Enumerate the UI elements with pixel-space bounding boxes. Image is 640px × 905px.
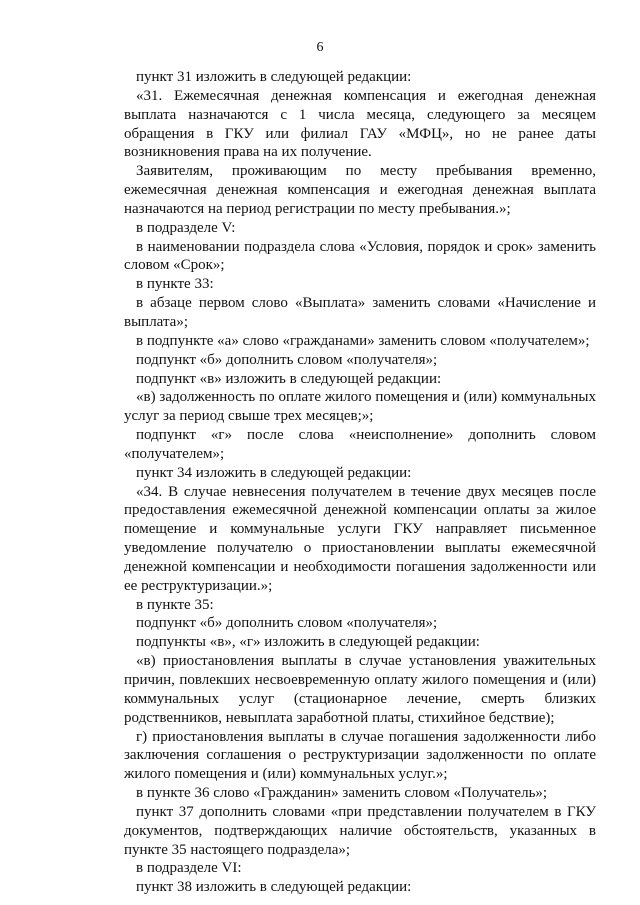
paragraph: подпункт «б» дополнить словом «получателя»; bbox=[136, 615, 438, 632]
paragraph: «в) задолженность по оплате жилого помещения и (или) коммунальных услуг за период свыше трех месяцев;»; bbox=[124, 389, 596, 425]
paragraph: в пункте 33: bbox=[136, 276, 214, 293]
paragraph: пункт 38 изложить в следующей редакции: bbox=[136, 879, 412, 896]
paragraph: пункт 34 изложить в следующей редакции: bbox=[136, 464, 412, 481]
paragraph: пункт 37 дополнить словами «при представлении получателем в ГКУ документов, подтверждающих наличие обстоятельств, указанных в пункте 35 настоящего подраздела»; bbox=[124, 803, 596, 858]
paragraph: подпункт «б» дополнить словом «получателя»; bbox=[136, 351, 438, 368]
paragraph: в наименовании подраздела слова «Условия, порядок и срок» заменить словом «Срок»; bbox=[124, 238, 596, 274]
paragraph: в пункте 36 слово «Гражданин» заменить словом «Получатель»; bbox=[136, 785, 548, 802]
paragraph: в пункте 35: bbox=[136, 596, 214, 613]
paragraph: в абзаце первом слово «Выплата» заменить словами «Начисление и выплата»; bbox=[124, 295, 596, 330]
paragraph: подпункт «в» изложить в следующей редакции: bbox=[136, 370, 442, 387]
paragraph: Заявителям, проживающим по месту пребывания временно, ежемесячная денежная компенсация и ежегодная денежная выплата назначаются на период регистрации по месту пребывания.»; bbox=[124, 163, 596, 217]
paragraph: в подпункте «а» слово «гражданами» заменить словом «получателем»; bbox=[136, 332, 590, 349]
paragraph: пункт 31 изложить в следующей редакции: bbox=[136, 69, 412, 85]
paragraph: «34. В случае невнесения получателем в течение двух месяцев после предоставления ежемесячной денежной компенсации оплаты за жилое помещение и коммунальные услуги ГКУ направляет письменное уведомление получателю о приостановлении выплаты ежемесячной денежной компенсации и необходимости погашения задолженности или ее реструктуризации.»; bbox=[124, 483, 596, 594]
page-number: 6 bbox=[316, 40, 324, 55]
paragraph: в подразделе VI: bbox=[136, 860, 242, 877]
paragraph: «в) приостановления выплаты в случае установления уважительных причин, повлекших несвоевременную оплату жилого помещения и (или) коммунальных услуг (стационарное лечение, смерть близких родственников, невыплата заработной платы, стихийное бедствие); bbox=[124, 653, 596, 726]
paragraph: г) приостановления выплаты в случае погашения задолженности либо заключения соглашения о реструктуризации задолженности по оплате жилого помещения и (или) коммунальных услуг.»; bbox=[124, 728, 596, 783]
document-body bbox=[124, 68, 596, 897]
paragraph: «31. Ежемесячная денежная компенсация и ежегодная денежная выплата назначаются с 1 числа месяца, следующего за месяцем обращения в ГКУ или филиал ГАУ «МФЦ», но не ранее даты возникновения права на их получение. bbox=[124, 87, 596, 161]
paragraph: в подразделе V: bbox=[136, 219, 236, 236]
paragraph: подпункты «в», «г» изложить в следующей редакции: bbox=[136, 634, 480, 651]
paragraph: подпункт «г» после слова «неисполнение» дополнить словом «получателем»; bbox=[124, 427, 596, 462]
